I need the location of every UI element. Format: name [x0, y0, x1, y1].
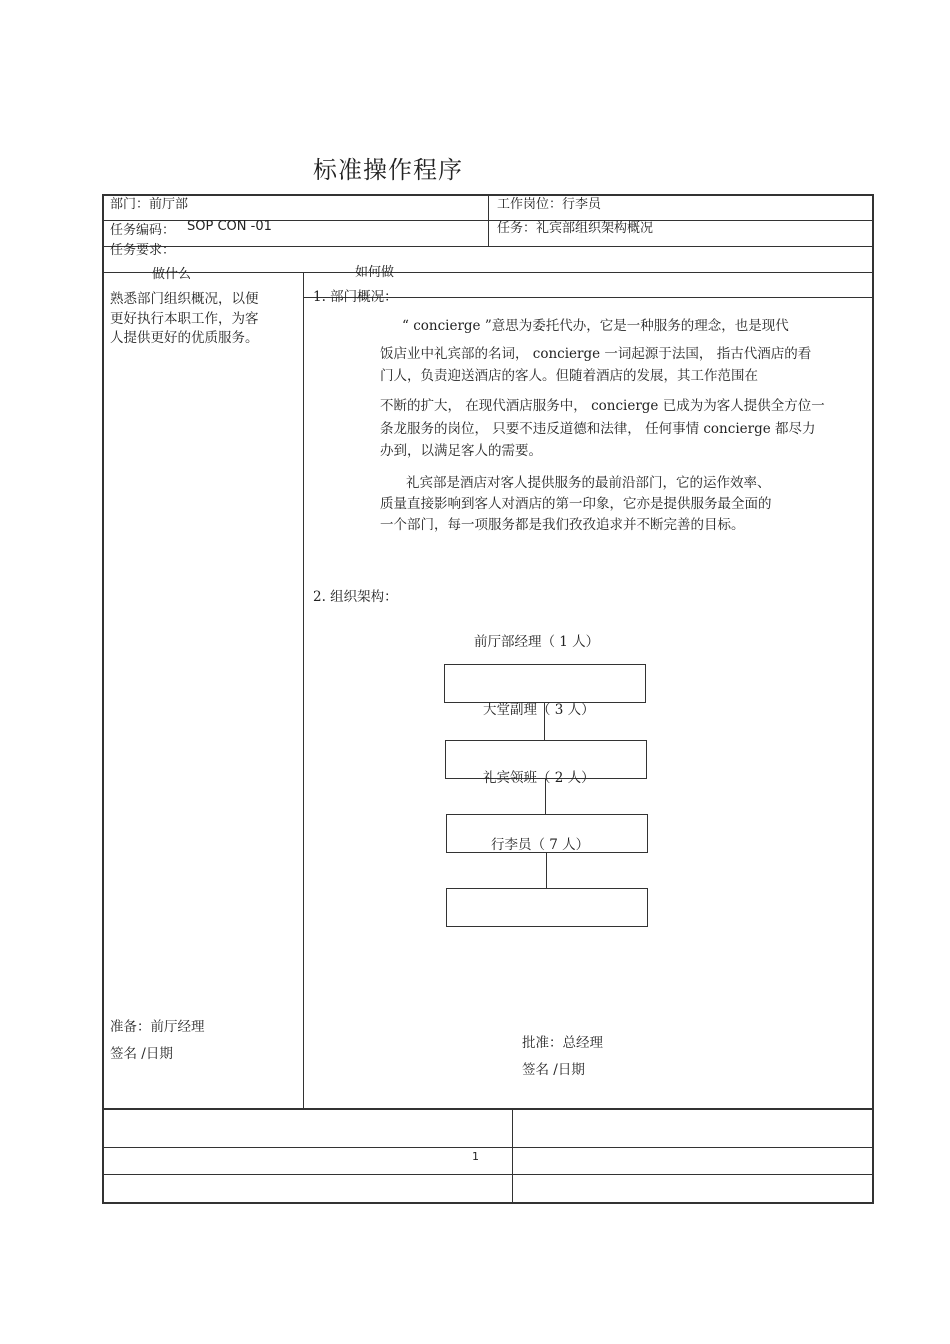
para1-line-3: 门人，负责迎送酒店的客人。但随着酒店的发展，其工作范围在 — [380, 368, 758, 384]
main-col-divider — [303, 272, 304, 1110]
document-title: 标准操作程序 — [313, 156, 463, 184]
para2-line-3: 一个部门，每一项服务都是我们孜孜追求并不断完善的目标。 — [380, 517, 745, 533]
footer-col-divider — [512, 1110, 513, 1202]
section1-heading: 1. 部门概况： — [313, 289, 398, 305]
para1-line-2: 饭店业中礼宾部的名词， concierge 一词起源于法国， 指古代酒店的看 — [380, 346, 812, 362]
task-label: 任务：礼宾部组织架构概况 — [497, 221, 654, 236]
org-connector-3 — [546, 852, 547, 888]
right-sign-date: 签名 /日期 — [522, 1062, 585, 1078]
table-left-border — [102, 194, 104, 1204]
department-label: 部门：前厅部 — [110, 197, 189, 212]
header-col-divider — [488, 196, 489, 246]
left-sign-date: 签名 /日期 — [110, 1046, 173, 1062]
task-code-label: 任务编码： — [110, 223, 176, 238]
para2-line-1: 礼宾部是酒店对客人提供服务的最前沿部门，它的运作效率、 — [406, 475, 771, 491]
org-box-bellman — [446, 888, 648, 927]
position-label: 工作岗位：行李员 — [497, 197, 602, 212]
para1-line-6: 办到，以满足客人的需要。 — [380, 443, 542, 459]
objective-line-2: 更好执行本职工作，为客 — [110, 311, 259, 327]
para1-line-5: 条龙服务的岗位， 只要不违反道德和法律， 任何事情 concierge 都尽力 — [380, 421, 816, 437]
footer-divider-3 — [104, 1174, 872, 1175]
how-column-header: 如何做 — [355, 265, 395, 280]
para2-line-2: 质量直接影响到客人对酒店的第一印象，它亦是提供服务最全面的 — [380, 496, 772, 512]
footer-divider-2 — [104, 1147, 872, 1148]
table-bottom-border — [102, 1202, 874, 1204]
columns-header-divider — [104, 272, 872, 273]
approved-by: 批准：总经理 — [522, 1035, 603, 1051]
objective-line-3: 人提供更好的优质服务。 — [110, 330, 259, 346]
para1-line-4: 不断的扩大， 在现代酒店服务中， concierge 已成为为客人提供全方位一 — [380, 398, 825, 414]
table-right-border — [872, 194, 874, 1204]
section2-heading: 2. 组织架构： — [313, 589, 398, 605]
requirements-label: 任务要求： — [110, 243, 176, 258]
page-number: 1 — [472, 1150, 479, 1163]
prepared-by: 准备：前厅经理 — [110, 1019, 205, 1035]
objective-line-1: 熟悉部门组织概况，以便 — [110, 291, 259, 307]
para1-line-1: “ concierge ”意思为委托代办，它是一种服务的理念，也是现代 — [402, 318, 789, 334]
task-code-value: SOP CON -01 — [187, 219, 272, 234]
org-label-bellman: 行李员（ 7 人） — [491, 837, 590, 853]
header-row-divider-2 — [104, 246, 872, 247]
org-label-concierge-captain: 礼宾领班（ 2 人） — [483, 770, 595, 786]
org-label-manager: 前厅部经理（ 1 人） — [474, 634, 600, 650]
what-column-header: 做什么 — [152, 267, 192, 282]
org-label-assistant-manager: 大堂副理（ 3 人） — [483, 702, 595, 718]
footer-divider-1 — [104, 1108, 872, 1110]
